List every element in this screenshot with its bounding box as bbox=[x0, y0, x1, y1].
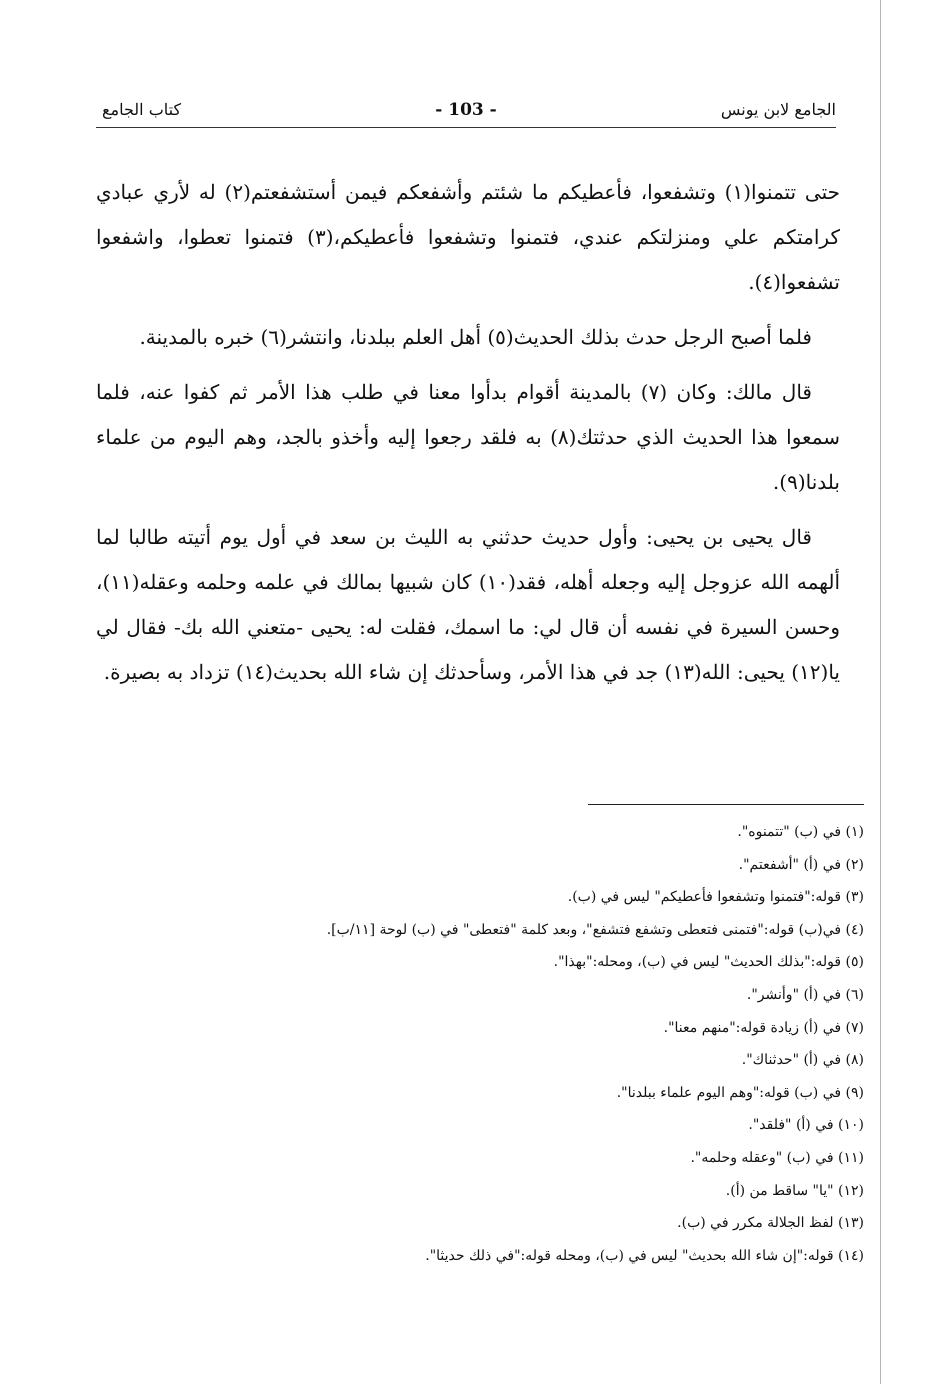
footnote: (٣) قوله:"فتمنوا وتشفعوا فأعطيكم" ليس في (ب). bbox=[567, 889, 864, 906]
header-book-title: كتاب الجامع bbox=[102, 100, 182, 119]
header-divider bbox=[96, 127, 836, 128]
footnotes-list bbox=[180, 816, 864, 1272]
footnote: (١٠) في (أ) "فلقد". bbox=[748, 1117, 864, 1134]
footnote: (٩) في (ب) قوله:"وهم اليوم علماء ببلدنا". bbox=[616, 1084, 864, 1101]
footnote: (٦) في (أ) "وأنشر". bbox=[746, 986, 864, 1003]
main-text bbox=[96, 170, 840, 705]
page-number: - 103 - bbox=[435, 100, 497, 120]
paragraph: قال يحيى بن يحيى: وأول حديث حدثني به الليث بن سعد في أول يوم أتيته طالبا لما ألهمه الله عزوجل إليه وجعله أهله، فقد(١٠) كان شبيها بمالك في علمه وحلمه وعقله(١١)، وحسن السيرة في نفسه أن قال لي: ما اسمك، فقلت له: يحيى -متعني الله بك- فقال لي يا(١٢) يحيى: الله(١٣) جد في هذا الأمر، وسأحدثك إن شاء الله بحديث(١٤) تزداد به بصيرة. bbox=[96, 525, 841, 684]
footnote-divider bbox=[588, 804, 864, 805]
paragraph: فلما أصبح الرجل حدث بذلك الحديث(٥) أهل العلم ببلدنا، وانتشر(٦) خبره بالمدينة. bbox=[139, 325, 812, 349]
paragraph: حتى تتمنوا(١) وتشفعوا، فأعطيكم ما شئتم وأشفعكم فيمن أستشفعتم(٢) له لأري عبادي كرامتكم علي ومنزلتكم عندي، فتمنوا وتشفعوا فأعطيكم،(٣) فتمنوا تعطوا، واشفعوا تشفعوا(٤). bbox=[96, 180, 840, 294]
footnote: (١) في (ب) "تتمنوه". bbox=[737, 824, 864, 840]
footnote: (١٤) قوله:"إن شاء الله بحديث" ليس في (ب)، ومحله قوله:"في ذلك حديثا". bbox=[425, 1247, 864, 1264]
footnote: (٢) في (أ) "أشفعتم". bbox=[738, 856, 864, 873]
footnote: (١٣) لفظ الجلالة مكرر في (ب). bbox=[677, 1215, 864, 1232]
footnote: (٨) في (أ) "حدثناك". bbox=[741, 1052, 864, 1069]
page-header bbox=[96, 96, 836, 130]
footnote: (٧) في (أ) زيادة قوله:"منهم معنا". bbox=[663, 1019, 864, 1036]
footnote: (١١) في (ب) "وعقله وحلمه". bbox=[690, 1149, 864, 1166]
paragraph: قال مالك: وكان (٧) بالمدينة أقوام بدأوا معنا في طلب هذا الأمر ثم كفوا عنه، فلما سمعوا هذا الحديث الذي حدثتك(٨) به فلقد رجعوا إليه وأخذو بالجد، وهم اليوم من علماء بلدنا(٩). bbox=[96, 380, 841, 494]
page-edge-line bbox=[880, 0, 881, 1384]
header-work-title: الجامع لابن يونس bbox=[720, 100, 836, 119]
footnote: (٥) قوله:"بذلك الحديث" ليس في (ب)، ومحله:"بهذا". bbox=[553, 954, 864, 971]
footnote: (١٢) "يا" ساقط من (أ). bbox=[725, 1182, 864, 1199]
footnote: (٤) في(ب) قوله:"فتمنى فتعطى وتشفع فتشفع"، وبعد كلمة "فتعطى" في (ب) لوحة [١١/ب]. bbox=[326, 921, 864, 938]
